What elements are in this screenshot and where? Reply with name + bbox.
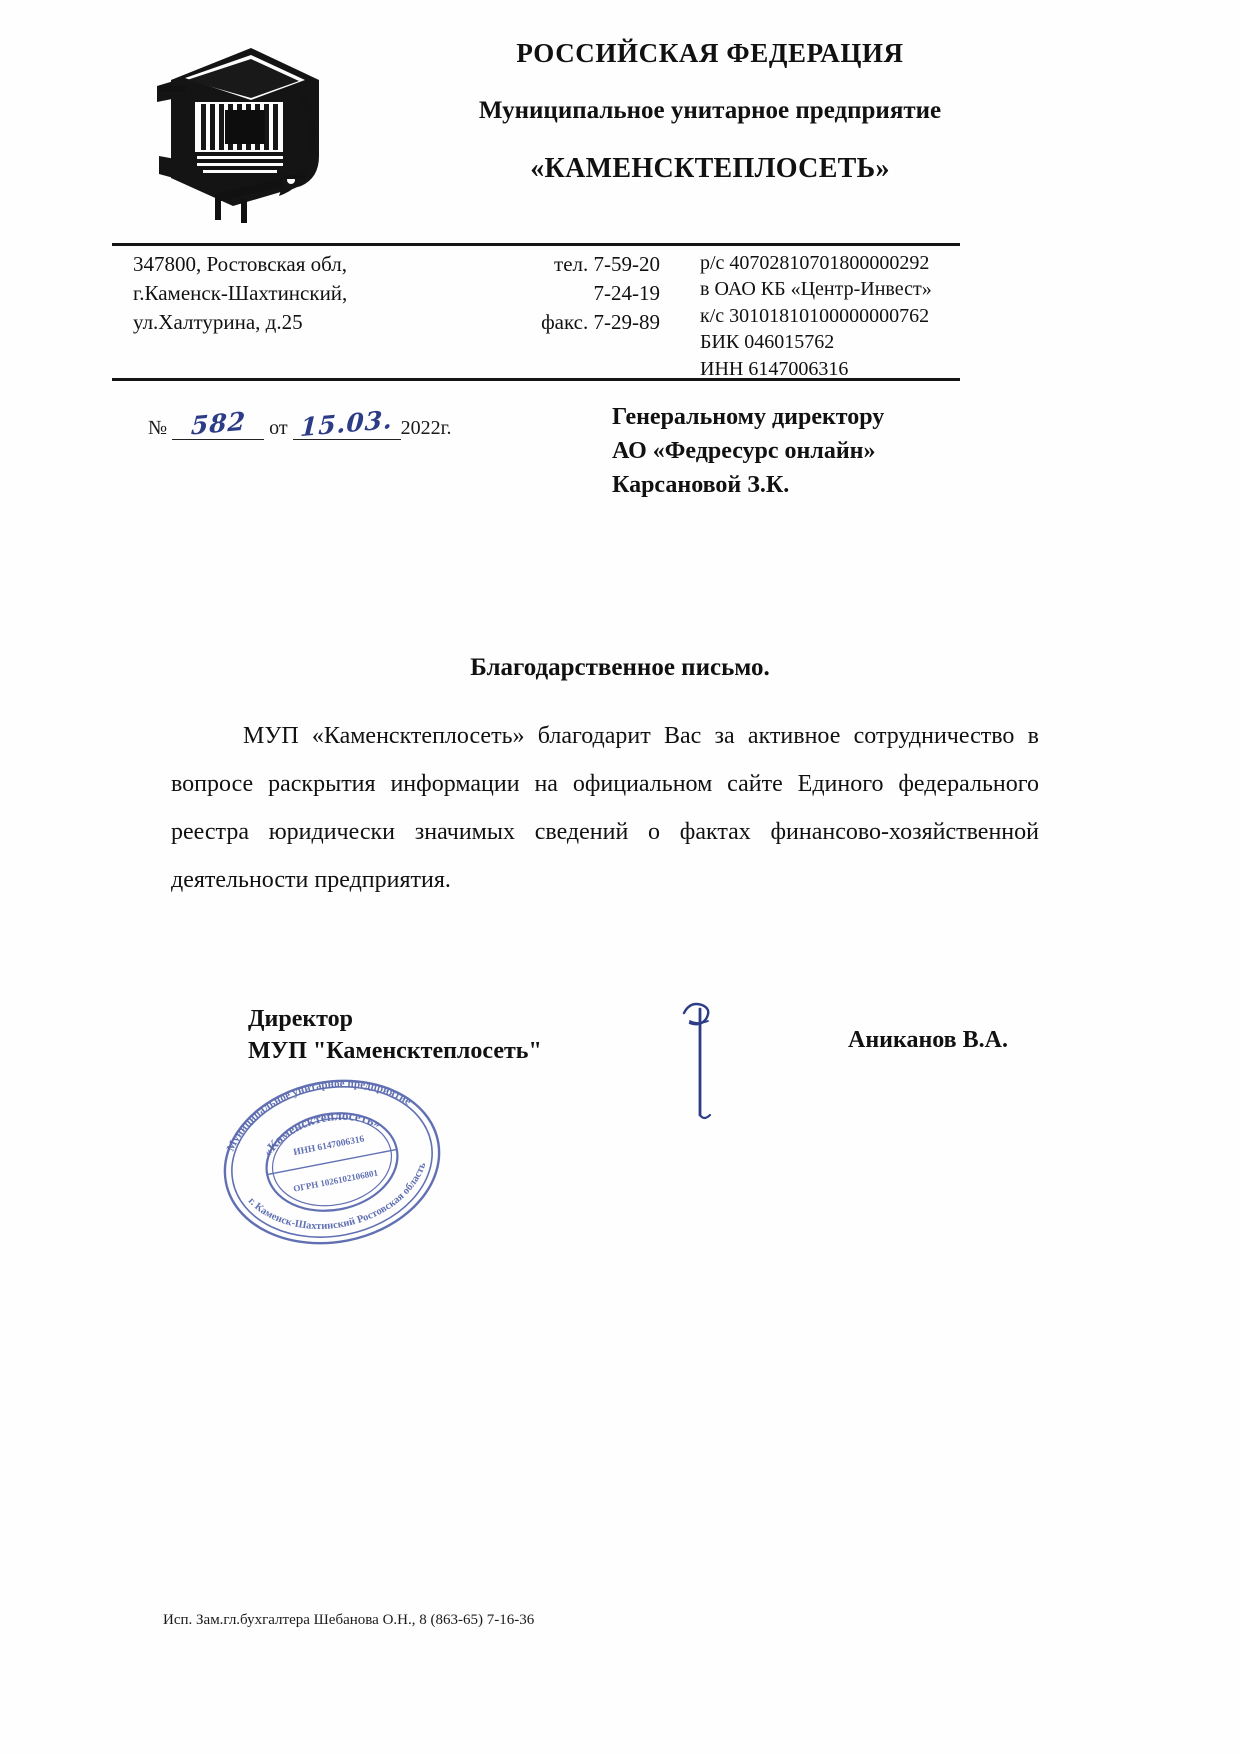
address-line: 347800, Ростовская обл,	[133, 252, 348, 276]
handwritten-number: 582	[189, 406, 247, 441]
svg-text:ОГРН 1026102106801: ОГРН 1026102106801	[292, 1167, 379, 1194]
pen-signature-icon	[660, 995, 750, 1125]
number-label: №	[148, 417, 168, 439]
svg-text:ИНН 6147006316: ИНН 6147006316	[292, 1134, 366, 1159]
addressee-name: Карсановой З.К.	[612, 472, 790, 499]
address-line: ул.Халтурина, д.25	[133, 309, 303, 334]
addressee-position: Генеральному директору	[612, 404, 885, 430]
signer-position-line-1: Директор	[248, 1006, 353, 1032]
phone-block	[470, 250, 660, 337]
organization-titles	[360, 38, 1060, 185]
signer-position-block	[248, 1003, 542, 1068]
svg-text:г. Каменск-Шахтинский Ростовск: г. Каменск-Шахтинский Ростовская область	[245, 1161, 429, 1232]
fax-line: факс. 7-29-89	[541, 309, 660, 334]
inn-code: ИНН 6147006316	[700, 357, 849, 380]
handwritten-date: 15.03.	[299, 404, 394, 443]
letterhead	[0, 0, 1240, 240]
reference-number-line	[148, 404, 452, 443]
document-body: МУП «Каменсктеплосеть» благодарит Вас за активное сотрудничество в вопросе раскрытия информации на официальном сайте Единого федерального реестра юридически значимых сведений о фактах финансово-хозяйственной деятельности предприятия.	[171, 723, 1039, 893]
svg-text:Муниципальное унитарное предпр: Муниципальное унитарное предприятие	[224, 1077, 414, 1154]
document-title: Благодарственное письмо.	[470, 654, 770, 681]
bank-name: в ОАО КБ «Центр-Инвест»	[700, 278, 932, 301]
date-label: от	[269, 417, 288, 439]
address-block	[133, 250, 463, 337]
signer-name: Аниканов В.А.	[848, 1027, 1008, 1053]
settlement-account: р/с 40702810701800000292	[700, 252, 930, 274]
year-suffix: 2022г.	[400, 417, 452, 439]
enterprise-name: «КАМЕНСКТЕПЛОСЕТЬ»	[530, 153, 890, 184]
bank-details-block	[700, 250, 970, 382]
requisites-top-rule	[112, 243, 960, 246]
enterprise-type: Муниципальное унитарное предприятие	[478, 97, 942, 124]
phone-line: тел. 7-59-20	[554, 252, 660, 276]
date-value-field	[293, 404, 401, 443]
executor-footer-note: Исп. Зам.гл.бухгалтера Шебанова О.Н., 8 (863-65) 7-16-36	[163, 1612, 535, 1628]
addressee-block	[612, 400, 1032, 502]
address-line: г.Каменск-Шахтинский,	[133, 280, 348, 305]
addressee-company: АО «Федресурс онлайн»	[612, 438, 876, 465]
correspondent-account: к/с 30101810100000000762	[700, 304, 930, 327]
svg-text:«Каменсктеплосеть»: «Каменсктеплосеть»	[259, 1107, 384, 1159]
official-round-stamp-icon	[205, 1062, 460, 1262]
bik-code: БИК 046015762	[700, 331, 835, 354]
signer-position-line-2: МУП "Каменсктеплосеть"	[248, 1038, 542, 1065]
number-value-field	[172, 406, 264, 441]
country-title: РОССИЙСКАЯ ФЕДЕРАЦИЯ	[516, 38, 904, 68]
boiler-equipment-logo-icon	[133, 28, 333, 223]
phone-line: 7-24-19	[593, 280, 660, 305]
